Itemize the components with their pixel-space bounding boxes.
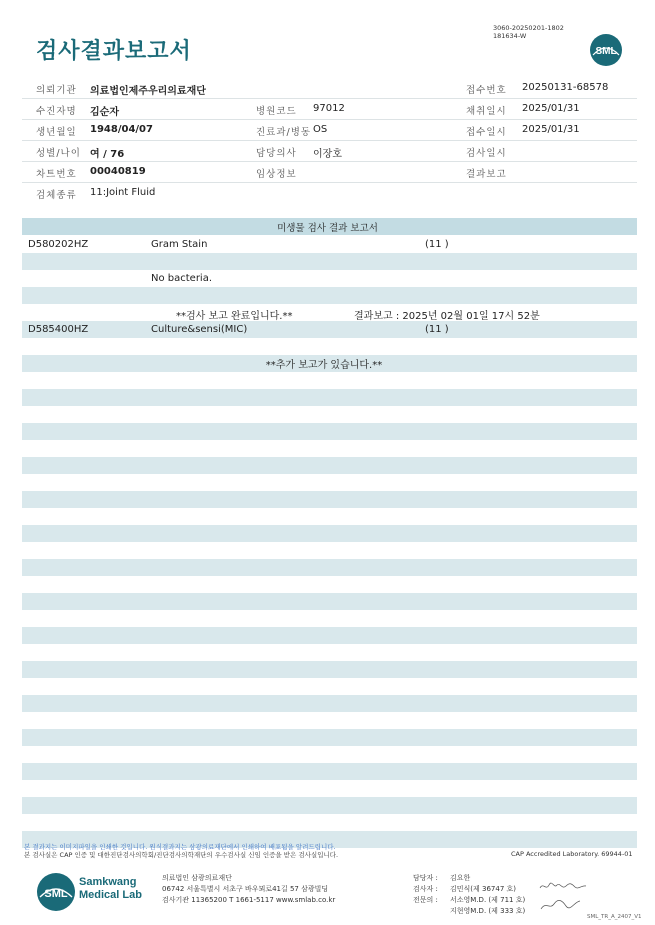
test-date-label: 검사일시 [466,148,507,159]
result-band [22,627,637,644]
doctor-value: 이장호 [313,149,342,160]
tester-signature-icon [538,879,588,893]
accreditation-notice: 본 검사실은 CAP 인증 및 대한진단검사의학회/진단검사의학재단의 우수검사실 신임 인증을 받은 검사실입니다. [24,851,339,859]
institution-label: 의뢰기관 [36,85,77,96]
doctor-label: 담당의사 [256,148,297,159]
org-address: 06742 서울특별시 서초구 바우뫼로41길 57 삼광빌딩 [162,885,329,893]
receipt-no-value: 20250131-68578 [522,82,609,93]
result-band [22,253,637,270]
chart-no-label: 차트번호 [36,169,77,180]
logo-abbr: SML [595,46,617,57]
receipt-no-label: 접수번호 [466,85,507,96]
sml-logo-icon [589,33,623,67]
specialist1-value: 서소영M.D. (제 711 호) [450,896,526,904]
result-band [22,287,637,304]
test1-count: (11 ) [425,239,449,250]
info-row-sex-age [22,141,637,162]
test2-note: **추가 보고가 있습니다.** [265,360,383,371]
org-contact: 검사기관 11365200 T 1661-5117 www.smlab.co.kr [162,896,336,904]
specimen-label: 검체종류 [36,190,77,201]
chart-no-value: 00040819 [90,166,146,177]
test2-count: (11 ) [425,324,449,335]
sml-footer-logo-icon [36,872,76,912]
patient-label: 수진자명 [36,106,77,117]
info-row-patient [22,99,637,120]
org-name: 의료법인 삼광의료재단 [162,874,232,882]
result-band [22,457,637,474]
test1-complete-note: **검사 보고 완료입니다.** [176,311,293,322]
hospital-code-label: 병원코드 [256,106,297,117]
image-print-notice: 본 결과지는 이미지파일을 인쇄한 것입니다. 원식결과지는 삼광의료재단에서 인쇄하여 배포됨을 알려드립니다. [24,843,336,851]
footer-logo-abbr: SML [44,888,68,900]
birth-value: 1948/04/07 [90,124,153,135]
sex-age-value: 여 / 76 [90,149,125,160]
result-band [22,423,637,440]
hospital-code-value: 97012 [313,103,345,114]
info-row-specimen [22,183,637,203]
result-band [22,525,637,542]
sex-age-label: 성별/나이 [36,148,81,159]
result-band [22,695,637,712]
patient-value: 김순자 [90,107,119,118]
page-title: 검사결과보고서 [36,39,192,64]
brand-name-line1: Samkwang [79,876,137,888]
result-band [22,593,637,610]
test1-result: No bacteria. [151,273,213,284]
brand-name-line2: Medical Lab [79,889,142,901]
tester-value: 김민식(제 36747 호) [450,885,516,893]
info-row-birth [22,120,637,141]
form-code: SML_TR_A_2407_V1 [587,914,642,920]
receipt-date-label: 접수일시 [466,127,507,138]
result-band [22,491,637,508]
result-band [22,729,637,746]
staff-label: 담당자 : [413,874,438,882]
collection-date-label: 채취일시 [466,106,507,117]
specialist-signature-icon [538,897,582,913]
result-band [22,321,637,338]
test2-name: Culture&sensi(MIC) [151,324,248,335]
specialist-label: 전문의 : [413,896,438,904]
result-band [22,661,637,678]
result-section-title: 미생물 검사 결과 보고서 [277,223,378,234]
test1-report-time: 결과보고 : 2025년 02월 01일 17시 52분 [354,311,540,322]
info-row-chart-no [22,162,637,183]
result-band [22,559,637,576]
tester-label: 검사자 : [413,885,438,893]
document-id [493,24,564,40]
document-id-line1: 3060-20250201-1802 [493,24,564,32]
institution-value: 의료법인제주우리의료재단 [90,86,206,97]
staff-value: 김요한 [450,874,471,882]
specialist2-value: 지현영M.D. (제 333 호) [450,907,526,915]
dept-label: 진료과/병동 [256,127,312,138]
brand-name [79,876,142,902]
test1-name: Gram Stain [151,239,208,250]
dept-value: OS [313,124,328,135]
test2-code: D585400HZ [28,324,89,335]
result-band [22,763,637,780]
clinical-label: 임상정보 [256,169,297,180]
report-label: 결과보고 [466,169,507,180]
result-band [22,389,637,406]
specimen-value: 11:Joint Fluid [90,187,156,198]
info-row-institution [22,78,637,99]
result-band [22,797,637,814]
cap-accreditation: CAP Accredited Laboratory. 69944-01 [511,850,633,858]
document-id-line2: 181634-W [493,32,527,40]
collection-date-value: 2025/01/31 [522,103,580,114]
receipt-date-value: 2025/01/31 [522,124,580,135]
birth-label: 생년월일 [36,127,77,138]
test1-code: D580202HZ [28,239,89,250]
